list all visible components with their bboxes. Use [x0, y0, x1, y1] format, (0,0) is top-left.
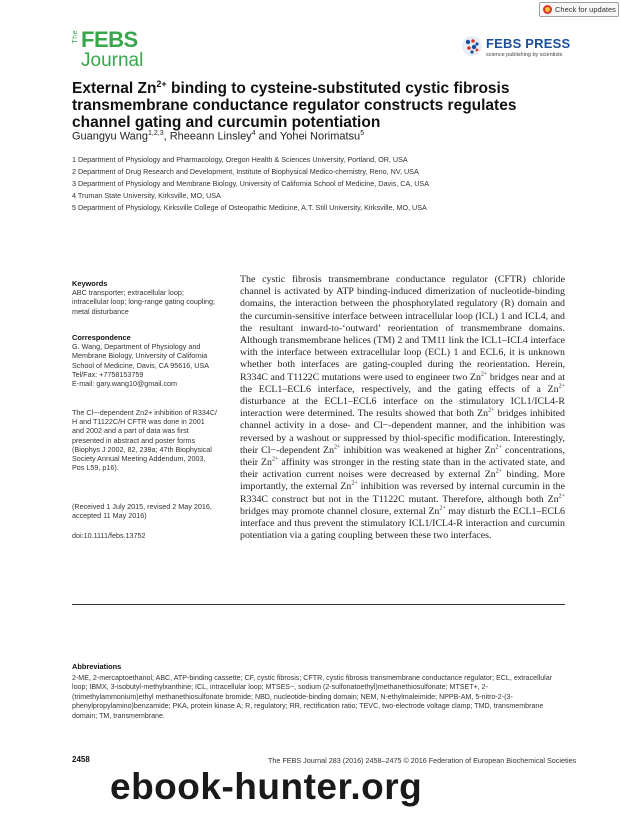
affiliation: 4 Truman State University, Kirksville, MO, USA	[72, 191, 221, 200]
received-dates	[72, 502, 227, 520]
press-name: FEBS PRESS	[486, 36, 571, 51]
doi-link[interactable]: doi:10.1111/febs.13752	[72, 531, 146, 540]
note-line: The Cl−-dependent Zn2+ inhibition of R334C/	[72, 408, 218, 417]
received-line: (Received 1 July 2015, revised 2 May 2016,	[72, 502, 212, 511]
author-sup: 4	[251, 130, 256, 137]
note-line: Pos L59, p16).	[72, 463, 119, 473]
abstract-segment: inhibition was weakened at higher Zn	[340, 444, 496, 456]
author-name: Rheeann Linsley	[169, 130, 252, 143]
correspondence-line: G. Wang, Department of Physiology and	[72, 342, 201, 352]
abstract-text	[240, 274, 565, 542]
abstract-sup: 2+	[439, 505, 446, 512]
keywords-line: metal disturbance	[72, 306, 129, 316]
correspondence-line: Membrane Biology, University of California	[72, 351, 208, 361]
affiliation: 3 Department of Physiology and Membrane Biology, University of California School of Medicine, Davis, CA, USA	[72, 179, 430, 188]
abstract-sup: 2+	[495, 444, 502, 451]
affiliation: 1 Department of Physiology and Pharmacology, Oregon Health & Sciences University, Portland, OR, USA	[72, 155, 408, 164]
title-sup: 2+	[156, 79, 167, 89]
history-note	[72, 408, 227, 472]
abbreviations-heading: Abbreviations	[72, 662, 122, 671]
febs-press-logo	[461, 35, 571, 63]
abstract-sup: 2+	[272, 456, 279, 463]
note-line: presented in abstract and poster forms	[72, 435, 196, 445]
keywords-line: intracellular loop; long-range gating coupling;	[72, 297, 216, 307]
correspondence-line: Tel/Fax: +7758153759	[72, 369, 144, 379]
febs-journal-logo	[72, 28, 152, 76]
author-list	[72, 130, 364, 143]
title-part1: External Zn	[72, 80, 157, 98]
author-sup: 1,2,3	[148, 130, 164, 137]
abstract-sup: 2+	[480, 371, 488, 378]
note-line: and 2002 and a part of data was first	[72, 426, 189, 436]
author-sep: and	[255, 130, 280, 143]
affiliation: 5 Department of Physiology, Kirksville College of Osteopathic Medicine, A.T. Still University, Kirksville, MO, USA	[72, 203, 427, 212]
abstract-segment: may disturb the ECL1–ECL6 interface and thus prevent the stimulatory ICL1/ICL4-R interaction and curcumin potentiation via a gating coupling between these two interfaces.	[240, 505, 565, 542]
article-title	[72, 76, 572, 131]
crossmark-icon	[543, 5, 552, 14]
correspondence-heading: Correspondence	[72, 333, 131, 342]
affiliation: 2 Department of Drug Research and Development, Institute of Biophysical Medico-chemistry, Reno, NV, USA	[72, 167, 419, 176]
febs-press-dots-icon	[461, 35, 483, 57]
abstract-segment: bridges may promote channel closure, external Zn	[240, 505, 440, 517]
logo-the: The	[72, 30, 79, 44]
abstract-sup: 2+	[334, 444, 341, 451]
abstract-segment: concentrations, their Zn	[240, 444, 565, 469]
abstract-segment: The cystic fibrosis transmembrane conductance regulator (CFTR) chloride channel is activated by ATP binding-induced dimerization of nucleotide-binding domains, the interaction between the phosphorylated regulatory (R) domain and the curcumin-sensitive interface between intracellular loop (ICL) 1 and ICL4, and the resultant inward-to-‘outward’ reorientation of transmembrane domains. Although transmembrane helices (TM) 2 and TM11 link the ICL1–ICL4 interface with the interface between extracellular loop (ECL) 1 and ECL6, it is unknown whether both interfaces are gating-coupled during the reorientation. Herein, R334C and T1122C mutations were used to engineer two Zn	[240, 274, 565, 383]
check-for-updates-label: Check for updates	[555, 5, 616, 14]
title-part2: binding to cysteine-substituted cystic fibrosis transmembrane conductance regulator constructs regulates channel gating and curcumin potentiation	[72, 80, 517, 132]
abstract-segment: affinity was stronger in the resting state than in the activated state, and their activation current noises were decreased by external Zn	[240, 457, 565, 481]
watermark-text: ebook-hunter.org	[110, 766, 423, 807]
abstract-segment: bridges near and at the ECL1–ECL6 interface, respectively, and the gating effects of a Zn	[240, 371, 566, 395]
correspondence-block	[72, 333, 227, 388]
correspondence-email[interactable]: E-mail: gary.wang10@gmail.com	[72, 379, 178, 389]
logo-journal: Journal	[81, 50, 144, 71]
abstract-segment: inhibition was reversed by internal curcumin in the R334C construct but not in the T1122C mutant. Therefore, although both Zn	[240, 481, 565, 505]
keywords-line: ABC transporter; extracellular loop;	[72, 288, 184, 298]
section-divider	[72, 604, 565, 605]
note-line: H and T1122C/H CFTR was done in 2001	[72, 417, 205, 427]
author-name: Guangyu Wang	[72, 130, 149, 143]
author-name: Yohei Norimatsu	[279, 130, 361, 143]
keywords-heading: Keywords	[72, 279, 108, 288]
abstract-sup: 2+	[558, 493, 565, 500]
keywords-block	[72, 279, 227, 316]
abbreviations-text: 2-ME, 2-mercaptoethanol; ABC, ATP-binding cassette; CF, cystic fibrosis; CFTR, cystic fibrosis transmembrane conductance regulator; ECL, extracellular loop; IBMX, 3-isobutyl-methylxanthine; ICL, intracellular loop; MTSES−, sodium (2-sulfonatoethyl)methanethiosulfonate; MTSET+, 2-(trimethylammonium)ethyl methanethiosulfonate bromide; NBD, nucleotide-binding domain; NEM, N-ethylmaleimide; NPPB-AM, 5-nitro-2-(3-phenylpropylamino)benzamide; PKA, protein kinase A; R, regulatory; RR, rectification ratio; TEVC, two-electrode voltage clamp; TMD, transmembrane domain; TM, transmembrane.	[72, 674, 553, 720]
press-tagline: science publishing by scientists	[486, 52, 563, 58]
check-for-updates-button[interactable]	[539, 2, 619, 17]
received-line: accepted 11 May 2016)	[72, 511, 147, 521]
note-line: (Biophys J 2002, 82, 239a; 47th Biophysical	[72, 444, 212, 454]
author-sep: ,	[163, 130, 170, 143]
logo-febs: FEBS	[81, 27, 138, 52]
note-line: Society Annual Meeting Addendum, 2003,	[72, 454, 206, 464]
correspondence-line: School of Medicine, Davis, CA 95616, USA	[72, 360, 210, 370]
footer-citation: The FEBS Journal 283 (2016) 2458–2475 © 2016 Federation of European Biochemical Societies	[268, 756, 577, 765]
abstract-segment: bridges inhibited channel activity in a dose- and Cl−-dependent manner, and the inhibition was reversed by a washout or suppressed by thiol-specific modification. Interestingly, their Cl−-dependent Zn	[240, 408, 565, 456]
abstract-sup: 2+	[558, 383, 565, 390]
author-sup: 5	[360, 130, 365, 137]
abstract-sup: 2+	[351, 481, 358, 488]
abstract-segment: disturbance at the ECL1–ECL6 interface on the stimulatory ICL1/ICL4-R interaction were determined. The results showed that both Zn	[240, 396, 565, 420]
abstract-sup: 2+	[495, 468, 503, 475]
page-number: 2458	[72, 755, 90, 764]
abstract-sup: 2+	[488, 407, 495, 414]
abstract-segment: binding. More importantly, the external Zn	[240, 469, 565, 493]
